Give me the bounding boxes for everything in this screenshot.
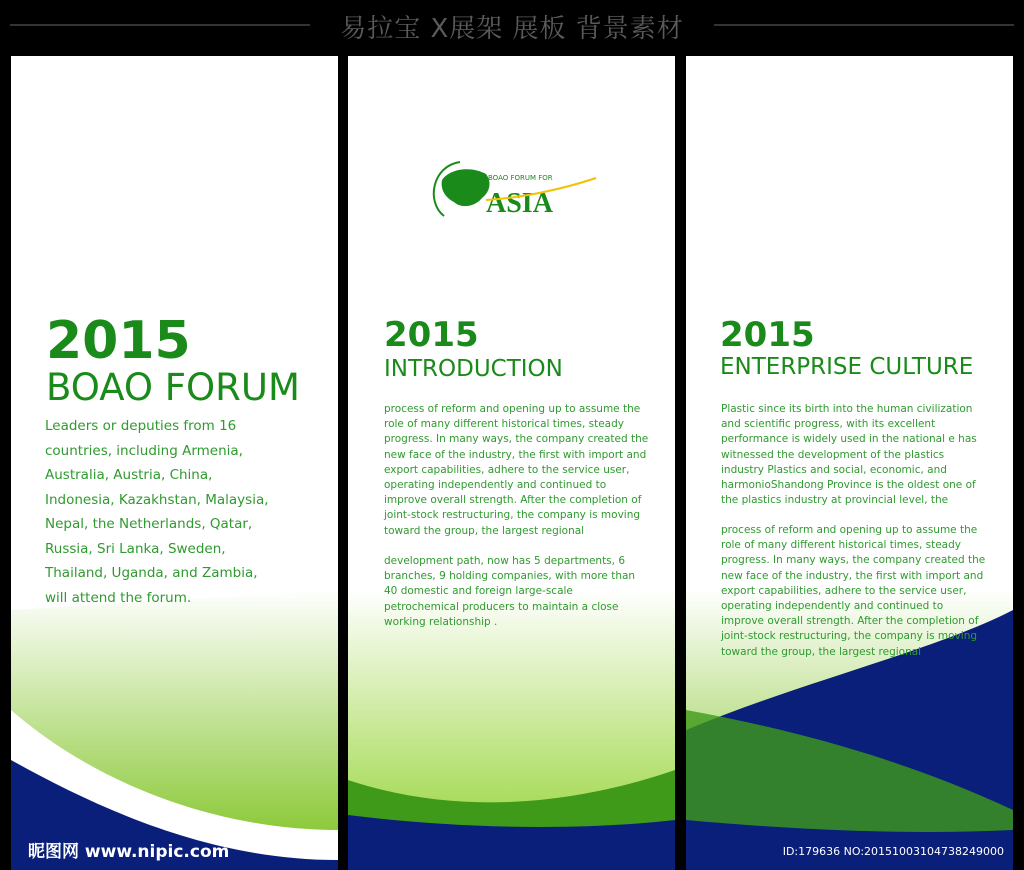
header-rule-left	[10, 24, 310, 26]
logo-big-text: ASIA	[486, 188, 553, 219]
watermark-site: 昵图网 www.nipic.com	[28, 842, 230, 862]
boao-forum-logo	[430, 158, 600, 222]
panel-title: INTRODUCTION	[384, 356, 563, 382]
panel-body-1: process of reform and opening up to assume the role of many different historical times, steady progress. In many ways, the company created the new face of the industry, the first with import and export capabilities, adhere to the service user, operating independently and continued to improve overall strength. After the completion of joint-stock restructuring, the company is moving toward the group, the largest regional	[384, 403, 649, 537]
panel-body-2: process of reform and opening up to assume the role of many different historical times, steady progress. In many ways, the company created the new face of the industry, the first with import and export capabilities, adhere to the service user, operating independently and continued to improve overall strength. After the completion of joint-stock restructuring, the company is moving toward the group, the largest regional	[721, 524, 986, 658]
header-title: 易拉宝 X展架 展板 背景素材	[328, 8, 696, 45]
year-label: 2015	[46, 311, 191, 371]
year-label: 2015	[384, 315, 479, 355]
panel-enterprise-culture	[686, 56, 1013, 870]
panel-title: BOAO FORUM	[46, 366, 300, 409]
year-label: 2015	[720, 315, 815, 355]
header	[0, 0, 1024, 52]
panel-body: Leaders or deputies from 16 countries, including Armenia, Australia, Austria, China, Indonesia, Kazakhstan, Malaysia, Nepal, the Netherlands, Qatar, Russia, Sri Lanka, Sweden, Thailand, Uganda, and Zambia, will attend the forum.	[45, 418, 269, 606]
watermark-id: ID:179636 NO:20151003104738249000	[782, 845, 1004, 858]
panel-body-1: Plastic since its birth into the human civilization and scientific progress, with its excellent performance is widely used in the national e has witnessed the development of the plastics industry Plastics and social, economic, and harmonioShandong Province is the oldest one of the plastics industry at provincial level, the	[721, 403, 977, 507]
panel-introduction	[348, 56, 675, 870]
header-rule-right	[714, 24, 1014, 26]
panel-title: ENTERPRISE CULTURE	[720, 354, 974, 380]
panel-body-2: development path, now has 5 departments, 6 branches, 9 holding companies, with more than 40 domestic and foreign large-scale petrochemical producers to maintain a close working relationship .	[384, 555, 636, 628]
panel-boao-forum	[11, 56, 338, 870]
logo-small-text: BOAO FORUM FOR	[488, 174, 553, 182]
